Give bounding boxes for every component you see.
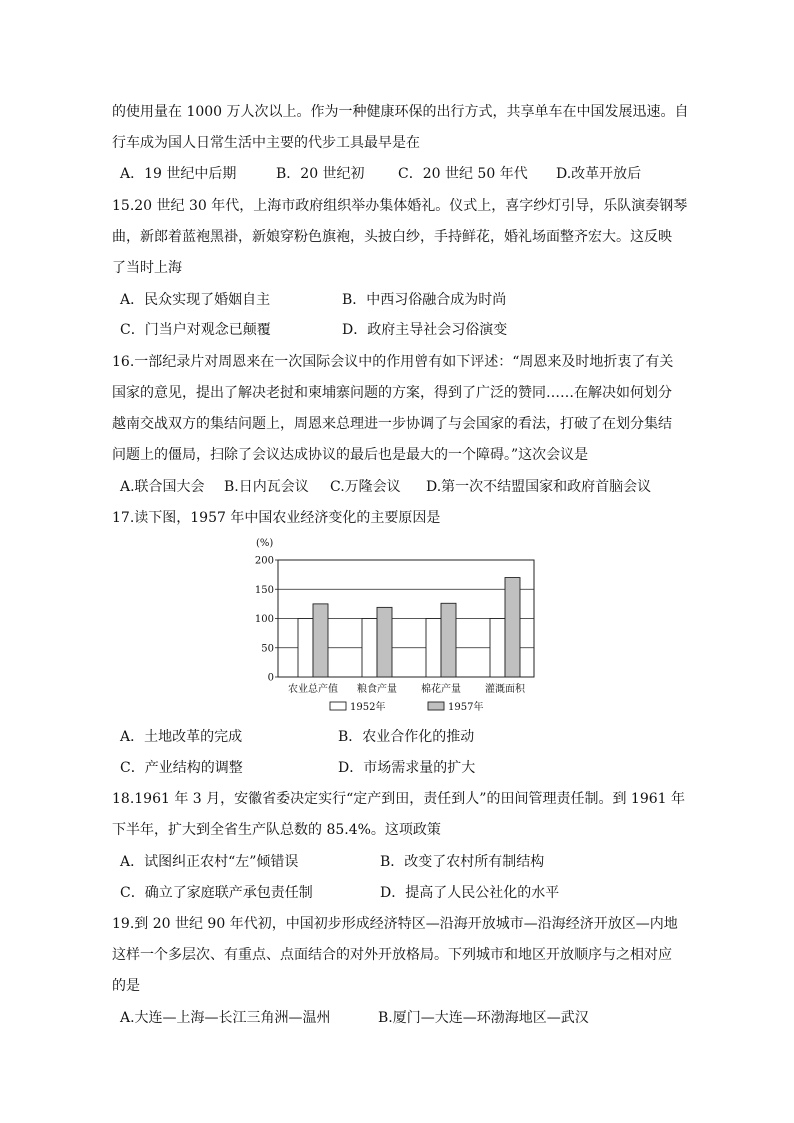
y-tick-label: 50 [261,643,274,655]
q14-text-line2: 行车成为国人日常生活中主要的代步工具最早是在 [112,135,420,151]
q16-option-d[interactable]: D.第一次不结盟国家和政府首脑会议 [426,479,652,495]
q15-option-a[interactable]: A．民众实现了婚姻自主 [120,292,271,308]
bar-1952 [490,619,505,678]
bar-1952 [426,619,441,678]
y-tick-label: 0 [267,672,274,684]
legend-label: 1952年 [350,702,386,713]
legend-swatch [428,702,444,710]
q19-text-line1: 19.到 20 世纪 90 年代初，中国初步形成经济特区—沿海开放城市—沿海经济开放区—内地 [112,916,678,932]
bar-1957 [377,607,392,677]
q15-option-d[interactable]: D．政府主导社会习俗演变 [342,322,508,338]
q18-option-a[interactable]: A．试图纠正农村“左”倾错误 [120,854,299,870]
q14-option-c[interactable]: C．20 世纪 50 年代 [398,166,528,182]
bar-1952 [362,619,377,678]
x-category-label: 粮食产量 [357,684,397,695]
q17-text-line1: 17.读下图，1957 年中国农业经济变化的主要原因是 [112,510,441,526]
q17-option-d[interactable]: D．市场需求量的扩大 [338,760,476,776]
q19-option-b[interactable]: B.厦门—大连—环渤海地区—武汉 [378,1010,589,1026]
q14-option-b[interactable]: B．20 世纪初 [276,166,365,182]
q17-option-b[interactable]: B．农业合作化的推动 [338,729,475,745]
q16-option-a[interactable]: A.联合国大会 [120,479,205,495]
q18-option-d[interactable]: D．提高了人民公社化的水平 [380,885,560,901]
x-category-label: 棉花产量 [421,684,461,695]
q14-option-a[interactable]: A．19 世纪中后期 [120,166,237,182]
y-tick-label: 150 [254,584,274,596]
q17-option-a[interactable]: A．土地改革的完成 [120,729,243,745]
q16-text-line3: 越南交战双方的集结问题上，周恩来总理进一步协调了与会国家的看法，打破了在划分集结 [112,416,672,432]
q19-option-a[interactable]: A.大连—上海—长江三角洲—温州 [120,1010,331,1026]
q15-option-b[interactable]: B．中西习俗融合成为时尚 [342,292,507,308]
x-category-label: 农业总产值 [288,684,338,695]
legend-label: 1957年 [448,702,484,713]
bar-1957 [505,578,520,677]
q15-text-line1: 15.20 世纪 30 年代，上海市政府组织举办集体婚礼。仪式上，喜字纱灯引导，乐队演奏钢琴 [112,198,688,214]
q18-text-line1: 18.1961 年 3 月，安徽省委决定实行“定产到田，责任到人”的田间管理责任制。到 1961 年 [112,791,685,807]
q15-option-c[interactable]: C．门当户对观念已颠覆 [120,322,271,338]
bar-1957 [441,603,456,677]
y-tick-label: 100 [254,614,274,625]
bar-1957 [313,604,328,677]
x-category-label: 灌溉面积 [485,684,525,695]
bar-1952 [298,619,313,678]
agriculture-bar-chart [230,534,550,720]
q14-option-d[interactable]: D.改革开放后 [556,166,642,182]
q16-text-line2: 国家的意见，提出了解决老挝和柬埔寨问题的方案，得到了广泛的赞同……在解决如何划分 [112,385,672,401]
q16-option-b[interactable]: B.日内瓦会议 [224,479,309,495]
q16-text-line4: 问题上的僵局，扫除了会议达成协议的最后也是最大的一个障碍。”这次会议是 [112,447,589,463]
q18-text-line2: 下半年，扩大到全省生产队总数的 85.4%。这项政策 [112,822,441,838]
q16-text-line1: 16.一部纪录片对周恩来在一次国际会议中的作用曾有如下评述：“周恩来及时地折衷了有关 [112,354,674,370]
q19-text-line2: 这样一个多层次、有重点、点面结合的对外开放格局。下列城市和地区开放顺序与之相对应 [112,947,672,963]
y-tick-label: 200 [254,555,274,567]
q16-option-c[interactable]: C.万隆会议 [330,479,401,495]
q15-text-line2: 曲，新郎着蓝袍黑褂，新娘穿粉色旗袍，头披白纱，手持鲜花，婚礼场面整齐宏大。这反映 [112,229,672,245]
q15-text-line3: 了当时上海 [112,260,182,276]
q18-option-c[interactable]: C．确立了家庭联产承包责任制 [120,885,313,901]
q17-option-c[interactable]: C．产业结构的调整 [120,760,243,776]
q18-option-b[interactable]: B．改变了农村所有制结构 [380,854,545,870]
q19-text-line3: 的是 [112,978,140,994]
q14-text-line1: 的使用量在 1000 万人次以上。作为一种健康环保的出行方式，共享单车在中国发展迅速。自 [112,104,689,120]
chart-y-unit-label: (%) [256,538,274,549]
legend-swatch [330,702,346,710]
